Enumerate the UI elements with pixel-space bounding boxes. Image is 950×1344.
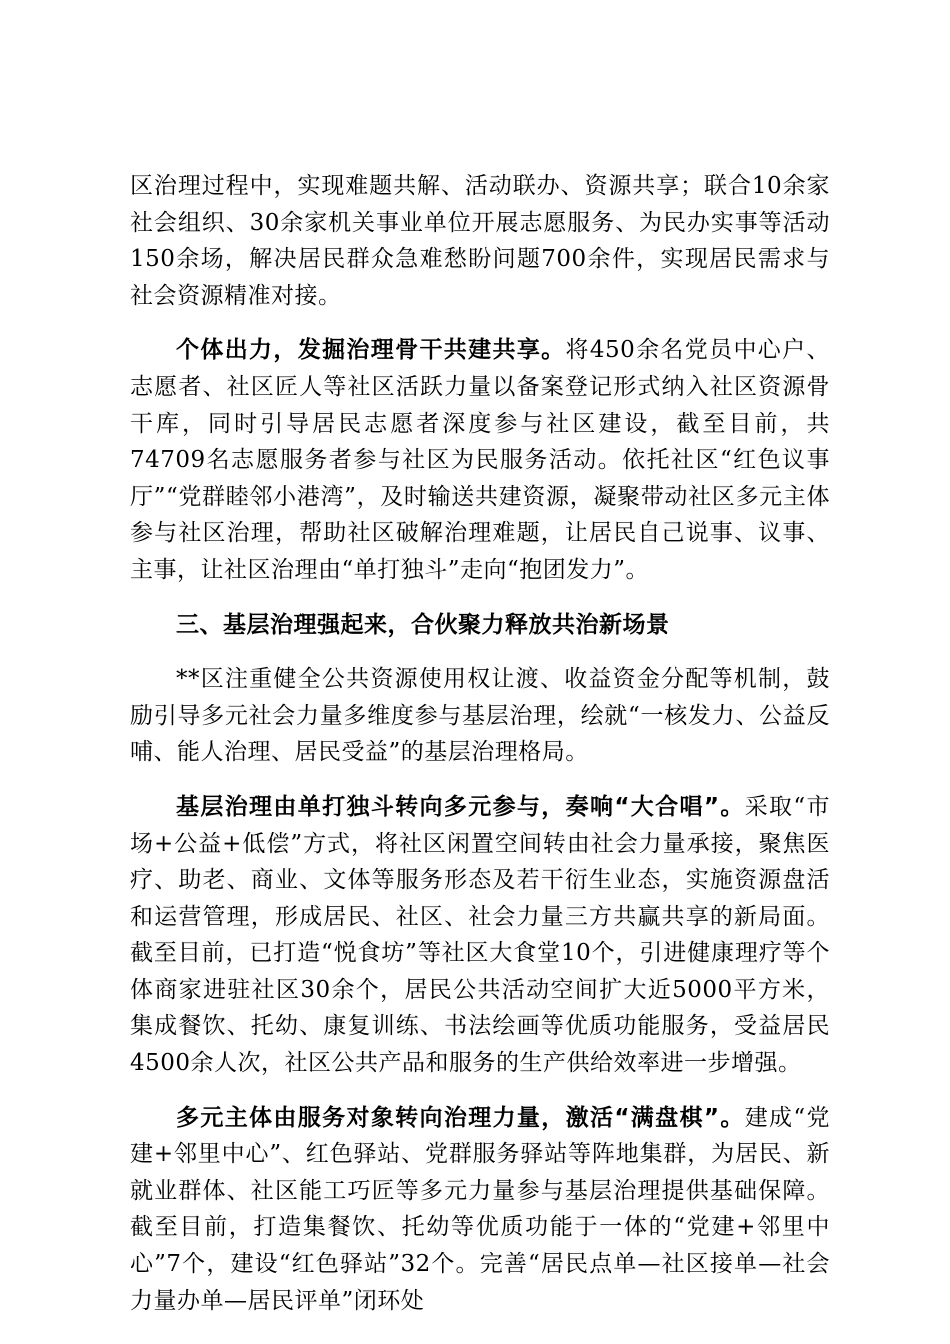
section-heading: 三、基层治理强起来，合伙聚力释放共治新场景	[176, 611, 670, 638]
paragraph-diverse-actors	[130, 1100, 830, 1320]
paragraph-text: 区治理过程中，实现难题共解、活动联办、资源共享；联合10余家社会组织、30余家机关事业单位开展志愿服务、为民办实事等活动150余场，解决居民群众急难愁盼问题700余件，实现居民需求与社会资源精准对接。	[130, 173, 830, 309]
paragraph-text: 采取“市场+公益+低偿”方式，将社区闲置空间转由社会力量承接，聚焦医疗、助老、商业、文体等服务形态及若干衍生业态，实施资源盘活和运营管理，形成居民、社区、社会力量三方共赢共享的新局面。截至目前，已打造“悦食坊”等社区大食堂10个，引进健康理疗等个体商家进驻社区30余个，居民公共活动空间扩大近5000平方米，集成餐饮、托幼、康复训练、书法绘画等优质功能服务，受益居民4500余人次，社区公共产品和服务的生产供给效率进一步增强。	[130, 793, 831, 1077]
paragraph-lead: 多元主体由服务对象转向治理力量，激活“满盘棋”。	[176, 1104, 745, 1131]
paragraph-grassroots-chorus	[130, 789, 830, 1082]
paragraph-individual-effort	[130, 332, 830, 588]
paragraph-lead: 个体出力，发掘治理骨干共建共享。	[176, 337, 566, 364]
paragraph-text: **区注重健全公共资源使用权让渡、收益资金分配等机制，鼓励引导多元社会力量多维度参与基层治理，绘就“一核发力、公益反哺、能人治理、居民受益”的基层治理格局。	[130, 666, 830, 766]
document-page	[130, 168, 830, 1337]
paragraph-continuation	[130, 168, 830, 314]
paragraph-text: 将450余名党员中心户、志愿者、社区匠人等社区活跃力量以备案登记形式纳入社区资源骨干库，同时引导居民志愿者深度参与社区建设，截至目前，共74709名志愿服务者参与社区为民服务活动。依托社区“红色议事厅”“党群睦邻小港湾”，及时输送共建资源，凝聚带动社区多元主体参与社区治理，帮助社区破解治理难题，让居民自己说事、议事、主事，让社区治理由“单打独斗”走向“抱团发力”。	[130, 337, 830, 583]
paragraph-text: 建成“党建+邻里中心”、红色驿站、党群服务驿站等阵地集群，为居民、新就业群体、社区能工巧匠等多元力量参与基层治理提供基础保障。截至目前，打造集餐饮、托幼等优质功能于一体的“党建+邻里中心”7个，建设“红色驿站”32个。完善“居民点单—社区接单—社会力量办单—居民评单”闭环处	[130, 1104, 831, 1314]
paragraph-lead: 基层治理由单打独斗转向多元参与，奏响“大合唱”。	[176, 793, 745, 820]
paragraph-district-intro	[130, 661, 830, 771]
